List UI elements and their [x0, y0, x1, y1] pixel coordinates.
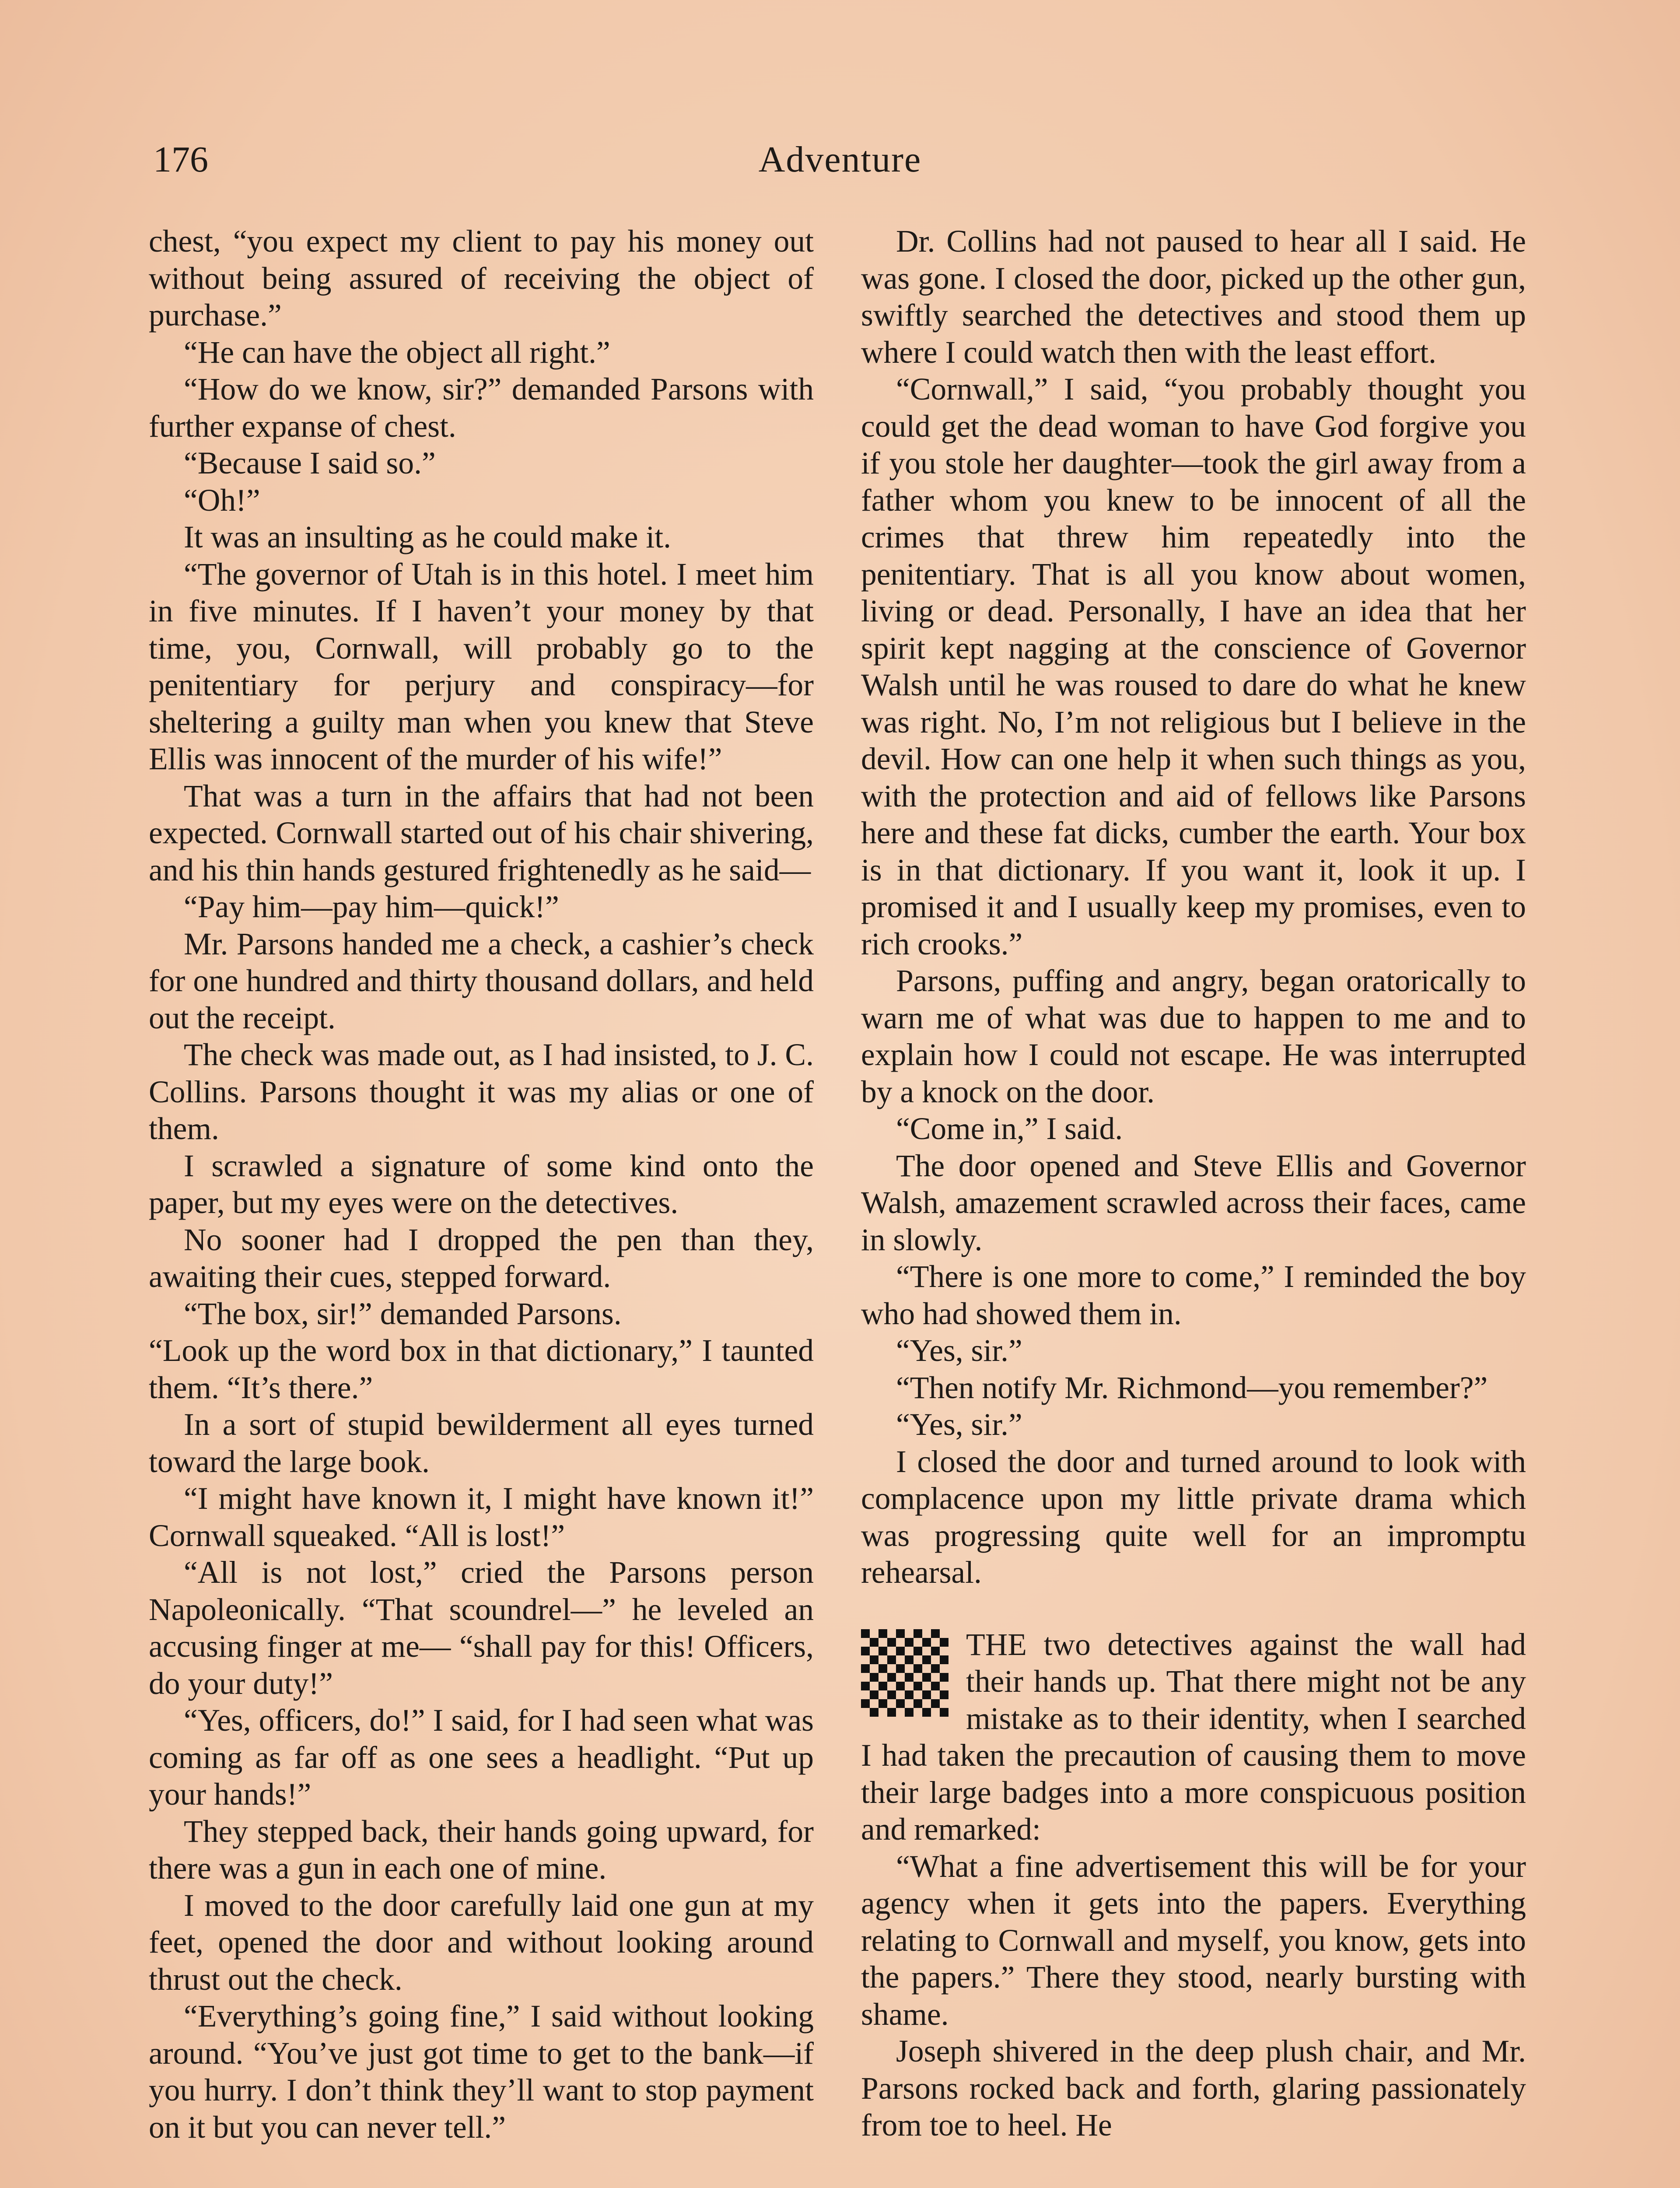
paragraph: No sooner had I dropped the pen than they, awaiting their cues, stepped forward. — [149, 1222, 814, 1294]
paragraph: Dr. Collins had not paused to hear all I said. He was gone. I closed the door, picked up the other gun, swiftly searched the detectives and stood them up where I could watch then with the least effort. — [861, 224, 1526, 370]
paragraph: “He can have the object all right.” — [184, 335, 610, 370]
paragraph: The check was made out, as I had insisted, to J. C. Collins. Parsons thought it was my alias or one of them. — [149, 1038, 814, 1146]
paragraph: In a sort of stupid bewilderment all eyes turned toward the large book. — [149, 1407, 814, 1479]
paragraph: “Everything’s going fine,” I said without looking around. “You’ve just got time to get to the bank—if you hurry. I don’t think they’ll want to stop payment on it but you can never tell.” — [149, 1999, 814, 2145]
section-break — [861, 1627, 1526, 2144]
paragraph: “Look up the word box in that dictionary,” I taunted them. “It’s there.” — [149, 1333, 814, 1405]
section-first-text: THE two detectives against the wall had their hands up. That there might not be any mistake as to their identity, when I searched I had taken the precaution of causing them to move their large badges into a more conspicuous position and remarked: — [861, 1627, 1526, 1847]
paragraph: “The box, sir!” demanded Parsons. — [184, 1296, 622, 1331]
paragraph: chest, “you expect my client to pay his money out without being assured of receiving the object of purchase.” — [149, 224, 814, 333]
paragraph: “What a fine advertisement this will be for your agency when it gets into the papers. Everything relating to Cornwall and myself, you know, gets into the papers.” There they stood, nearly bursting with shame. — [861, 1849, 1526, 2032]
paragraph: It was an insulting as he could make it. — [184, 520, 671, 554]
paragraph: “Come in,” I said. — [896, 1112, 1123, 1146]
page-number: 176 — [153, 139, 208, 180]
magazine-title: Adventure — [758, 139, 922, 180]
paragraph: Parsons, puffing and angry, began oratorically to warn me of what was due to happen to me and to explain how I could not escape. He was interrupted by a knock on the door. — [861, 964, 1526, 1109]
paragraph: I moved to the door carefully laid one gun at my feet, opened the door and without looking around thrust out the check. — [149, 1888, 814, 1997]
paragraph: That was a turn in the affairs that had not been expected. Cornwall started out of his chair shivering, and his thin hands gestured frightenedly as he said— — [149, 778, 814, 887]
right-column — [861, 223, 1526, 2144]
paragraph: “Yes, officers, do!” I said, for I had seen what was coming as far off as one sees a headlight. “Put up your hands!” — [149, 1703, 814, 1812]
section-first-paragraph — [861, 1627, 1526, 1848]
paragraph: “I might have known it, I might have known it!” Cornwall squeaked. “All is lost!” — [149, 1481, 814, 1553]
paragraph: “Cornwall,” I said, “you probably thought you could get the dead woman to have God forgive you if you stole her daughter—took the girl away from a father whom you knew to be innocent of all the crimes that threw him repeatedly into the penitentiary. That is all you know about women, living or dead. Personally, I have an idea that her spirit kept nagging at the conscience of Governor Walsh until he was roused to dare do what he knew was right. No, I’m not religious but I believe in the devil. How can one help it when such things as you, with the protection and aid of fellows like Parsons here and these fat dicks, cumber the earth. Your box is in that dictionary. If you want it, look it up. I promised it and I usually keep my promises, even to rich crooks.” — [861, 372, 1526, 961]
paragraph: “The governor of Utah is in this hotel. I meet him in five minutes. If I haven’t your money by that time, you, Cornwall, will probably go to the penitentiary for perjury and conspiracy—for sheltering a guilty man when you knew that Steve Ellis was innocent of the murder of his wife!” — [149, 557, 814, 776]
paragraph: “Because I said so.” — [184, 446, 436, 480]
paragraph: “Then notify Mr. Richmond—you remember?” — [896, 1370, 1488, 1405]
paragraph: I closed the door and turned around to look with complacence upon my little private drama which was progressing quite well for an impromptu rehearsal. — [861, 1444, 1526, 1590]
paragraph: Mr. Parsons handed me a check, a cashier’s check for one hundred and thirty thousand dollars, and held out the receipt. — [149, 926, 814, 1035]
paragraph: The door opened and Steve Ellis and Governor Walsh, amazement scrawled across their faces, came in slowly. — [861, 1148, 1526, 1257]
left-column — [149, 223, 814, 2146]
paragraph: I scrawled a signature of some kind onto the paper, but my eyes were on the detectives. — [149, 1148, 814, 1220]
paragraph: They stepped back, their hands going upward, for there was a gun in each one of mine. — [149, 1814, 814, 1886]
checkered-ornament-icon — [861, 1629, 948, 1717]
paragraph: “All is not lost,” cried the Parsons person Napoleonically. “That scoundrel—” he leveled an accusing finger at me— “shall pay for this! Officers, do your duty!” — [149, 1555, 814, 1701]
paragraph: “Oh!” — [184, 483, 260, 518]
paragraph: “How do we know, sir?” demanded Parsons with further expanse of chest. — [149, 372, 814, 444]
paragraph: “Yes, sir.” — [896, 1407, 1022, 1442]
paragraph: “Pay him—pay him—quick!” — [184, 890, 559, 924]
paragraph: “There is one more to come,” I reminded the boy who had showed them in. — [861, 1259, 1526, 1331]
page-header — [149, 131, 1531, 188]
paragraph: “Yes, sir.” — [896, 1333, 1022, 1368]
paragraph: Joseph shivered in the deep plush chair, and Mr. Parsons rocked back and forth, glaring passionately from toe to heel. He — [861, 2034, 1526, 2142]
